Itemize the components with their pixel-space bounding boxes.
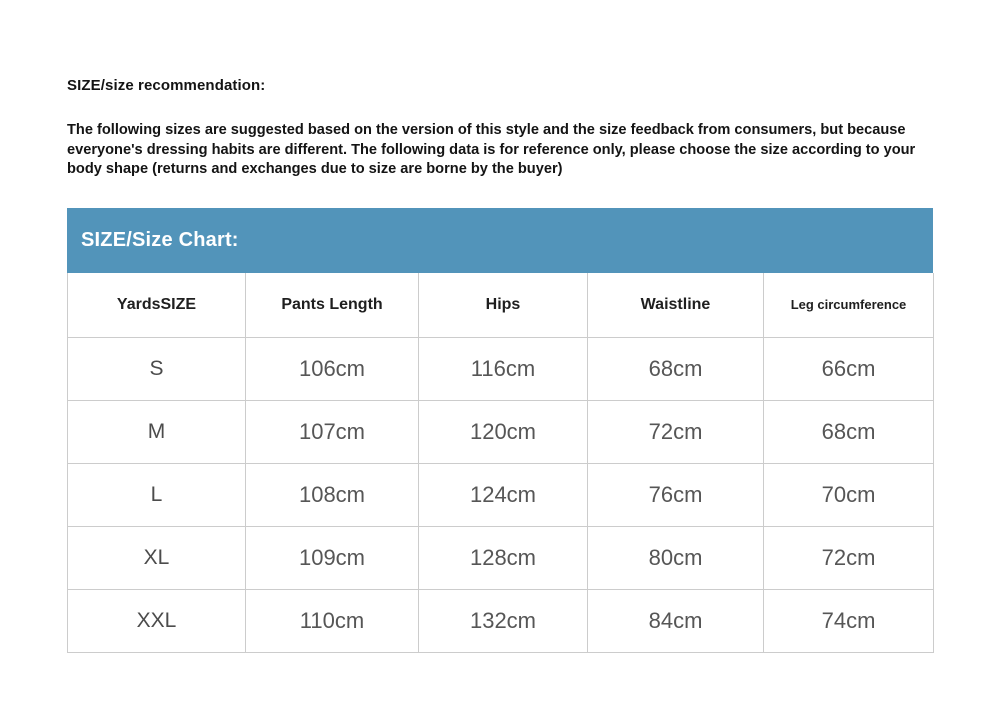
- size-chart-title-bar: [67, 208, 933, 273]
- size-info-document: [67, 0, 933, 653]
- size-cell: XXL: [68, 589, 246, 652]
- size-recommendation-heading: SIZE/size recommendation:: [67, 77, 266, 94]
- size-cell: M: [68, 400, 246, 463]
- column-header-size: YardsSIZE: [68, 273, 246, 338]
- table-row-xl: [68, 526, 934, 589]
- waistline-cell: 72cm: [588, 400, 764, 463]
- hips-cell: 132cm: [419, 589, 588, 652]
- waistline-cell: 84cm: [588, 589, 764, 652]
- column-header-hips: Hips: [419, 273, 588, 338]
- pants-length-cell: 109cm: [246, 526, 419, 589]
- table-row-l: [68, 463, 934, 526]
- table-row-s: [68, 337, 934, 400]
- waistline-cell: 68cm: [588, 337, 764, 400]
- size-cell: XL: [68, 526, 246, 589]
- size-cell: L: [68, 463, 246, 526]
- table-row-xxl: [68, 589, 934, 652]
- column-header-waistline: Waistline: [588, 273, 764, 338]
- hips-cell: 124cm: [419, 463, 588, 526]
- leg-circumference-cell: 74cm: [764, 589, 934, 652]
- table-row-m: [68, 400, 934, 463]
- leg-circumference-cell: 72cm: [764, 526, 934, 589]
- waistline-cell: 80cm: [588, 526, 764, 589]
- size-recommendation-text: The following sizes are suggested based on the version of this style and the size feedback from consumers, but because everyone's dressing habits are different. The following data is for reference only, please choose the size according to your body shape (returns and exchanges due to size are borne by the buyer): [67, 122, 916, 177]
- leg-circumference-cell: 70cm: [764, 463, 934, 526]
- pants-length-cell: 110cm: [246, 589, 419, 652]
- size-chart-table: [67, 273, 934, 653]
- column-header-leg-circumference: Leg circumference: [764, 273, 934, 338]
- table-header-row: [68, 273, 934, 338]
- pants-length-cell: 106cm: [246, 337, 419, 400]
- hips-cell: 128cm: [419, 526, 588, 589]
- size-cell: S: [68, 337, 246, 400]
- hips-cell: 116cm: [419, 337, 588, 400]
- leg-circumference-cell: 66cm: [764, 337, 934, 400]
- waistline-cell: 76cm: [588, 463, 764, 526]
- pants-length-cell: 108cm: [246, 463, 419, 526]
- column-header-pants-length: Pants Length: [246, 273, 419, 338]
- leg-circumference-cell: 68cm: [764, 400, 934, 463]
- size-chart-title: SIZE/Size Chart:: [81, 228, 239, 251]
- hips-cell: 120cm: [419, 400, 588, 463]
- pants-length-cell: 107cm: [246, 400, 419, 463]
